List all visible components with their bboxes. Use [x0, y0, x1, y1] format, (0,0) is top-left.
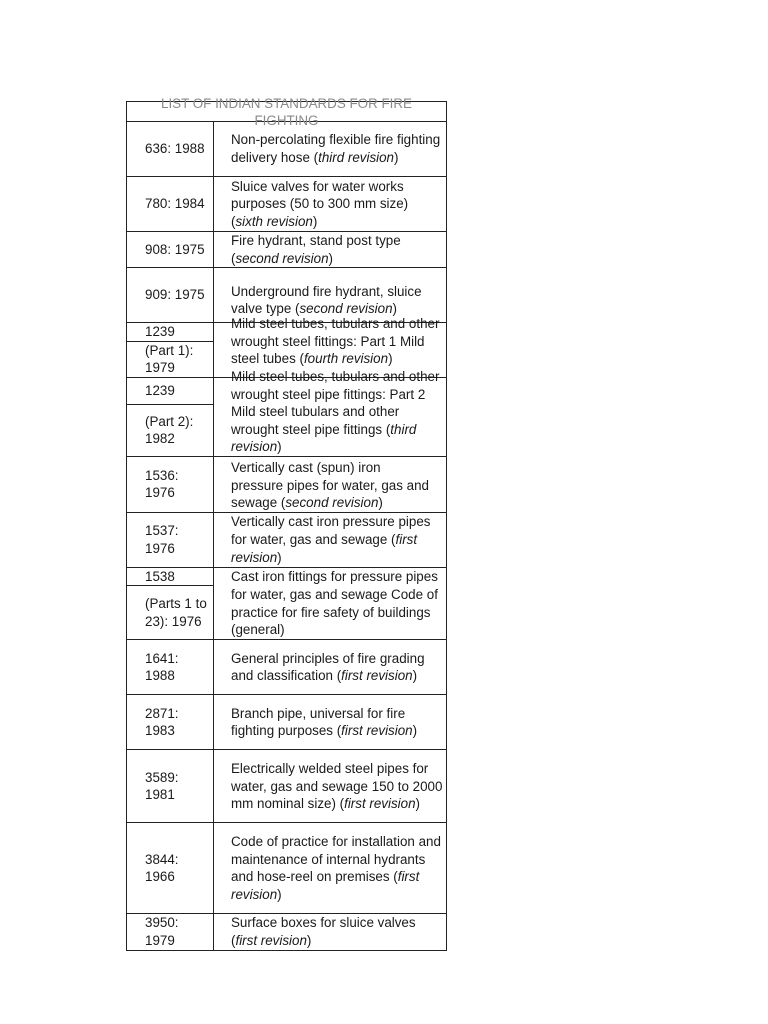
table-row	[127, 456, 447, 512]
table-row	[127, 695, 447, 750]
table-title-cell	[127, 96, 447, 128]
standard-description: Vertically cast iron pressure pipes for water, gas and sewage (first revision)	[214, 512, 447, 567]
standard-code-top: 1538	[127, 567, 214, 586]
table-title-row	[127, 102, 447, 122]
table-row	[127, 177, 447, 232]
standard-code-bottom: (Part 2): 1982	[127, 404, 214, 456]
table-row	[127, 823, 447, 914]
standard-code: 3589: 1981	[127, 750, 214, 823]
standard-description: Electrically welded steel pipes for water, gas and sewage 150 to 2000 mm nominal size) (first revision)	[214, 750, 447, 823]
standard-code: 2871: 1983	[127, 695, 214, 750]
table-row	[127, 323, 447, 342]
standard-code-bottom: (Part 1): 1979	[127, 341, 214, 377]
standard-code: 1537: 1976	[127, 512, 214, 567]
table-row	[127, 377, 447, 404]
table-row	[127, 750, 447, 823]
standard-code: 636: 1988	[127, 122, 214, 177]
standard-description: Cast iron fittings for pressure pipes for water, gas and sewage Code of practice for fire safety of buildings (general)	[214, 567, 447, 640]
standard-description: Branch pipe, universal for fire fighting purposes (first revision)	[214, 695, 447, 750]
standard-code-bottom: (Parts 1 to 23): 1976	[127, 586, 214, 640]
table-row	[127, 640, 447, 695]
table-row	[127, 512, 447, 567]
standard-code-top: 1239	[127, 377, 214, 404]
standard-code: 1641: 1988	[127, 640, 214, 695]
standard-description: Non-percolating flexible fire fighting delivery hose (third revision)	[214, 122, 447, 177]
standard-description: Fire hydrant, stand post type (second revision)	[214, 232, 447, 268]
standard-code: 909: 1975	[127, 268, 214, 323]
standard-code: 1536: 1976	[127, 456, 214, 512]
standard-description: Code of practice for installation and maintenance of internal hydrants and hose-reel on premises (first revision)	[214, 823, 447, 914]
standard-description: Underground fire hydrant, sluice valve type (second revision)	[214, 268, 447, 323]
standard-code: 908: 1975	[127, 232, 214, 268]
table-title: LIST OF INDIAN STANDARDS FOR FIRE FIGHTING	[161, 96, 412, 128]
standard-description: Mild steel tubes, tubulars and other wrought steel pipe fittings: Part 2 Mild steel tubulars and other wrought steel pipe fittings (third revision)	[214, 377, 447, 456]
standard-code-top: 1239	[127, 323, 214, 342]
standard-code: 3950: 1979	[127, 914, 214, 950]
standard-description: Sluice valves for water works purposes (50 to 300 mm size) (sixth revision)	[214, 177, 447, 232]
standard-description: Surface boxes for sluice valves (first revision)	[214, 914, 447, 950]
standard-code: 780: 1984	[127, 177, 214, 232]
standard-description: Vertically cast (spun) iron pressure pipes for water, gas and sewage (second revision)	[214, 456, 447, 512]
table-row	[127, 567, 447, 586]
standard-code: 3844: 1966	[127, 823, 214, 914]
table-row	[127, 232, 447, 268]
standard-description: Mild steel tubes, tubulars and other wrought steel fittings: Part 1 Mild steel tubes (fourth revision)	[214, 323, 447, 378]
standards-table	[126, 96, 447, 951]
table-row	[127, 914, 447, 950]
table-row	[127, 122, 447, 177]
standard-description: General principles of fire grading and classification (first revision)	[214, 640, 447, 695]
